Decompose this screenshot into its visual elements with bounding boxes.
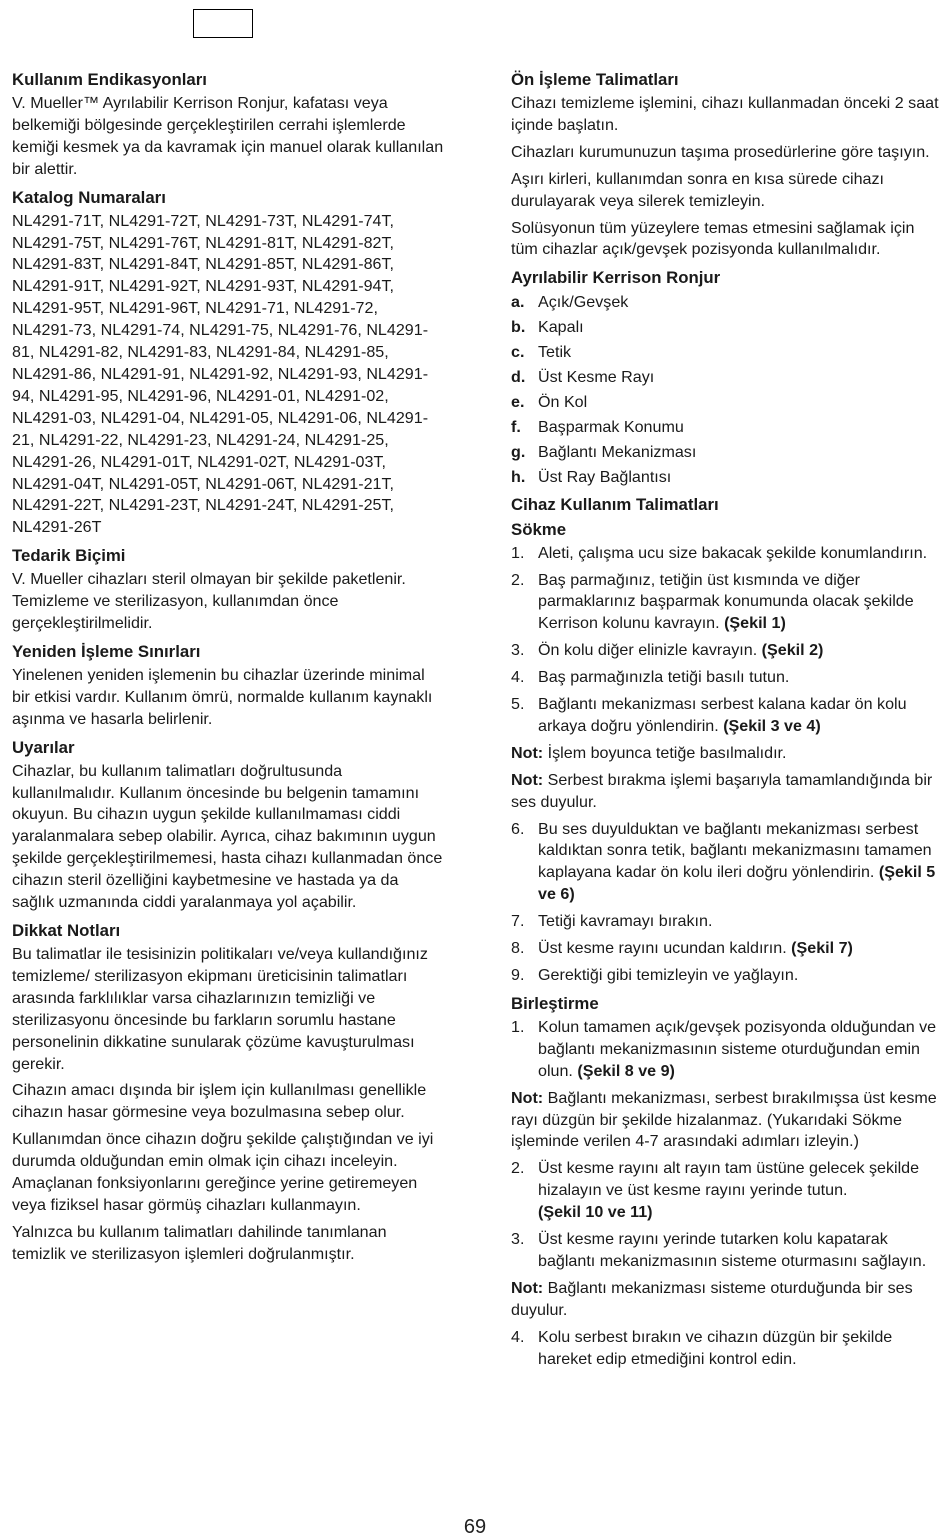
- step-item: 4. Kolu serbest bırakın ve cihazın düzgün bir şekilde hareket edip etmediğini kontrol edin.: [511, 1327, 893, 1368]
- note: Not: Serbest bırakma işlemi başarıyla tamamlandığında bir ses duyulur.: [511, 770, 933, 811]
- reprocess-text: Yinelenen yeniden işlemenin bu cihazlar üzerinde minimal bir etkisi vardır. Kullanım ömrü, normalde kullanım kaynaklı aşınma ve hasarla belirlenir.: [12, 665, 433, 728]
- note: Not: İşlem boyunca tetiğe basılmalıdır.: [511, 743, 787, 762]
- disassembly-heading: Sökme: [511, 519, 567, 539]
- cautions-paragraph: Yalnızca bu kullanım talimatları dahilinde tanımlanan temizlik ve sterilizasyon işlemleri doğrulanmıştır.: [12, 1222, 387, 1263]
- indications-text: V. Mueller™ Ayrılabilir Kerrison Ronjur, kafatası veya belkemiği bölgesinde gerçekleştirilen cerrahi işlemlerde kemiği kesmek ya da kavramak için manuel olarak kullanılan bir alettir.: [12, 94, 444, 178]
- pre-processing-paragraph: Cihazları kurumunuzun taşıma prosedürlerine göre taşıyın.: [511, 142, 930, 161]
- figure-ref: (Şekil 7): [791, 939, 853, 958]
- step-item: 8. Üst kesme rayını ucundan kaldırın. (Şekil 7): [511, 939, 853, 958]
- step-item: 5. Bağlantı mekanizması serbest kalana kadar ön kolu arkaya doğru yönlendirin. (Şekil 3 ve 4): [511, 695, 907, 735]
- list-item: g. Bağlantı Mekanizması: [511, 442, 697, 461]
- catalog-heading: Katalog Numaraları: [12, 187, 166, 207]
- list-item: c. Tetik: [511, 343, 572, 362]
- list-item: h. Üst Ray Bağlantısı: [511, 467, 672, 486]
- list-item: e. Ön Kol: [511, 392, 588, 411]
- figure-ref: (Şekil 5 ve 6): [538, 863, 936, 904]
- right-column: [511, 68, 941, 1376]
- figure-ref: (Şekil 8 ve 9): [577, 1061, 675, 1080]
- step-item: 2. Üst kesme rayını alt rayın tam üstüne gelecek şekilde hizalayın ve üst kesme rayını yerinde tutun. (Şekil 10 ve 11): [511, 1159, 920, 1222]
- reprocess-heading: Yeniden İşleme Sınırları: [12, 641, 201, 661]
- parts-heading: Ayrılabilir Kerrison Ronjur: [511, 268, 721, 288]
- warnings-text: Cihazlar, bu kullanım talimatları doğrultusunda kullanılmalıdır. Kullanım öncesinde bu belgenin tamamını okuyun. Bu cihazın uygun şekilde kullanılmaması ciddi yaralanmalara sebep olabilir. Ayrıca, cihaz bakımının uygun şekilde gerçekleştirilmemesi, hasta cihazı kullanmadan önce cihazın steril özelliğini kaybetmesine ve hastada ya da sağlık uzmanında ciddi yaralanmaya yol açabilir.: [12, 761, 443, 912]
- figure-ref: (Şekil 3 ve 4): [723, 716, 821, 735]
- cautions-paragraph: Bu talimatlar ile tesisinizin politikaları ve/veya kullandığınız temizleme/ sterilizasyon ekipmanı üreticisinin talimatları arasında farklılıklar varsa cihazlarınızın temizliği ve sterilizasyonu öncesinde bu farkların sorumlu hastane personelinin dikkatine sunularak çözüme kavuşturulması gerekir.: [12, 945, 428, 1073]
- list-item: d. Üst Kesme Rayı: [511, 368, 655, 387]
- pre-processing-paragraph: Solüsyonun tüm yüzeylere temas etmesini sağlamak için tüm cihazlar açık/gevşek pozisyonda kullanılmalıdır.: [511, 218, 915, 259]
- figure-ref: (Şekil 1): [724, 614, 786, 633]
- supply-text: V. Mueller cihazları steril olmayan bir şekilde paketlenir. Temizleme ve sterilizasyon, kullanımdan önce gerçekleştirilmelidir.: [12, 570, 406, 633]
- list-item: a. Açık/Gevşek: [511, 293, 629, 312]
- cautions-heading: Dikkat Notları: [12, 921, 121, 940]
- pre-processing-paragraph: Aşırı kirleri, kullanımdan sonra en kısa sürede cihazı durulayarak veya silerek temizleyin.: [511, 169, 885, 210]
- figure-ref: (Şekil 10 ve 11): [538, 1203, 653, 1222]
- supply-heading: Tedarik Biçimi: [12, 546, 126, 566]
- catalog-numbers: NL4291-71T, NL4291-72T, NL4291-73T, NL4291-74T, NL4291-75T, NL4291-76T, NL4291-81T, NL4291-82T, NL4291-83T, NL4291-84T, NL4291-85T, NL4291-86T, NL4291-91T, NL4291-92T, NL4291-93T, NL4291-94T, NL4291-95T, NL4291-96T, NL4291-71, NL4291-72, NL4291-73, NL4291-74, NL4291-75, NL4291-76, NL4291-81, NL4291-82, NL4291-83, NL4291-84, NL4291-85, NL4291-86, NL4291-91, NL4291-92, NL4291-93, NL4291-94, NL4291-95, NL4291-96, NL4291-01, NL4291-02, NL4291-03, NL4291-04, NL4291-05, NL4291-06, NL4291-21, NL4291-22, NL4291-23, NL4291-24, NL4291-25, NL4291-26, NL4291-01T, NL4291-02T, NL4291-03T, NL4291-04T, NL4291-05T, NL4291-06T, NL4291-21T, NL4291-22T, NL4291-23T, NL4291-24T, NL4291-25T, NL4291-26T: [12, 211, 429, 537]
- cautions-paragraph: Kullanımdan önce cihazın doğru şekilde çalıştığından ve iyi durumda olduğundan emin olmak için cihazı inceleyin. Amaçlanan fonksiyonlarını gereğince yerine getiremeyen veya fiziksel hasar görmüş cihazları kullanmayın.: [12, 1130, 434, 1214]
- note: Not: Bağlantı mekanizması, serbest bırakılmışsa üst kesme rayı düzgün bir şekilde hizalanmaz. (Yukarıdaki Sökme işleminde verilen 4-7 arasındaki adımları izleyin.): [511, 1088, 937, 1151]
- step-item: 9. Gerektiği gibi temizleyin ve yağlayın.: [511, 966, 799, 984]
- step-item: 1. Kolun tamamen açık/gevşek pozisyonda olduğundan ve bağlantı mekanizmasının sisteme oturduğundan emin olun. (Şekil 8 ve 9): [511, 1017, 937, 1080]
- left-column: [12, 68, 444, 1271]
- parts-list: [511, 292, 941, 488]
- step-item: 1. Aleti, çalışma ucu size bakacak şekilde konumlandırın.: [511, 543, 928, 562]
- step-item: 6. Bu ses duyulduktan ve bağlantı mekanizması serbest kaldıktan sonra tetik, bağlantı mekanizmasını tamamen kaplayana kadar ön kolu ileri doğru yönlendirin. (Şekil 5 ve 6): [511, 819, 936, 904]
- cautions-paragraph: Cihazın amacı dışında bir işlem için kullanılması genellikle cihazın hasar görmesine veya bozulmasına sebep olur.: [12, 1081, 427, 1122]
- pre-processing-paragraph: Cihazı temizleme işlemini, cihazı kullanmadan önceki 2 saat içinde başlatın.: [511, 94, 939, 134]
- warnings-heading: Uyarılar: [12, 737, 75, 757]
- note: Not: Bağlantı mekanizması sisteme oturduğunda bir ses duyulur.: [511, 1278, 913, 1319]
- pre-processing-heading: Ön İşleme Talimatları: [511, 70, 679, 89]
- assembly-heading: Birleştirme: [511, 993, 599, 1013]
- step-item: 2. Baş parmağınız, tetiğin üst kısmında ve diğer parmaklarınız başparmak konumunda olacak şekilde Kerrison kolunu kavrayın. (Şekil 1): [511, 570, 914, 633]
- header-box: [193, 9, 253, 38]
- step-item: 3. Üst kesme rayını yerinde tutarken kolu kapatarak bağlantı mekanizmasının sisteme oturmasını sağlayın.: [511, 1230, 927, 1270]
- page-number: 69: [463, 1516, 487, 1538]
- usage-heading: Cihaz Kullanım Talimatları: [511, 494, 719, 514]
- step-item: 3. Ön kolu diğer elinizle kavrayın. (Şekil 2): [511, 641, 824, 660]
- list-item: b. Kapalı: [511, 318, 584, 337]
- step-item: 4. Baş parmağınızla tetiği basılı tutun.: [511, 668, 790, 687]
- indications-heading: Kullanım Endikasyonları: [12, 70, 207, 89]
- list-item: f. Başparmak Konumu: [511, 417, 684, 436]
- step-item: 7. Tetiği kavramayı bırakın.: [511, 912, 713, 931]
- figure-ref: (Şekil 2): [761, 641, 824, 660]
